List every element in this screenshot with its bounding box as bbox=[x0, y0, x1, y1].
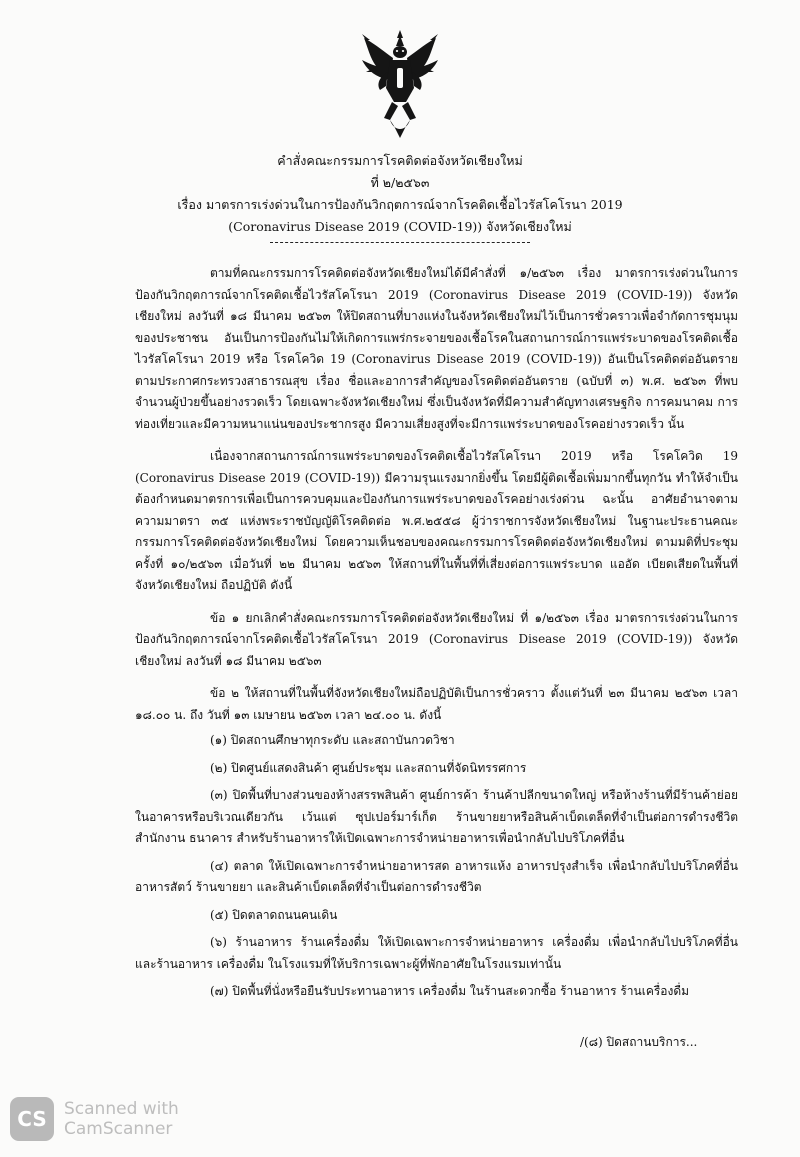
paragraph-clause-1: ข้อ ๑ ยกเลิกคำสั่งคณะกรรมการโรคติดต่อจังหวัดเชียงใหม่ ที่ ๑/๒๕๖๓ เรื่อง มาตรการเร่งด่วนในการป้องกันวิกฤตการณ์จากโรคติดเชื้อไวรัสโคโรนา 2019 (Coronavirus Disease 2019 (COVID-19)) จังหวัดเชียงใหม่ ลงวันที่ ๑๘ มีนาคม ๒๕๖๓ bbox=[135, 610, 738, 668]
paragraph-authority: เนื่องจากสถานการณ์การแพร่ระบาดของโรคติดเชื้อไวรัสโคโรนา 2019 หรือ โรคโควิด 19 (Coronavirus Disease 2019 (COVID-19)) มีความรุนแรงมากยิ่งขึ้น โดยมีผู้ติดเชื้อเพิ่มมากขึ้นทุกวัน ทำให้จำเป็นต้องกำหนดมาตรการเพื่อเป็นการควบคุมและป้องกันการแพร่ระบาดของโรคอย่างเร่งด่วน ฉะนั้น อาศัยอำนาจตามความมาตรา ๓๕ แห่งพระราชบัญญัติโรคติดต่อ พ.ศ.๒๕๕๘ ผู้ว่าราชการจังหวัดเชียงใหม่ ในฐานะประธานคณะกรรมการโรคติดต่อจังหวัดเชียงใหม่ โดยความเห็นชอบของคณะกรรมการโรคติดต่อจังหวัดเชียงใหม่ ตามมติที่ประชุมครั้งที่ ๑๐/๒๕๖๓ เมื่อวันที่ ๒๒ มีนาคม ๒๕๖๓ ให้สถานที่ในพื้นที่ที่เสี่ยงต่อการแพร่ระบาด แออัด เบียดเสียดในพื้นที่จังหวัดเชียงใหม่ ถือปฏิบัติ ดังนี้ bbox=[135, 449, 738, 592]
paragraph-clause-2: ข้อ ๒ ให้สถานที่ในพื้นที่จังหวัดเชียงใหม่ถือปฏิบัติเป็นการชั่วคราว ตั้งแต่วันที่ ๒๓ มีนาคม ๒๕๖๓ เวลา ๑๘.๐๐ น. ถึง วันที่ ๑๓ เมษายน ๒๕๖๓ เวลา ๒๔.๐๐ น. ดังนี้ bbox=[135, 686, 738, 722]
list-item: (๔) ตลาด ให้เปิดเฉพาะการจำหน่ายอาหารสด อาหารแห้ง อาหารปรุงสำเร็จ เพื่อนำกลับไปบริโภคที่อื่น อาหารสัตว์ ร้านขายยา และสินค้าเบ็ดเตล็ดที่จำเป็นต่อการดำรงชีวิต bbox=[135, 858, 738, 894]
order-number: ที่ ๒/๒๕๖๓ bbox=[370, 175, 430, 190]
list-item: (๒) ปิดศูนย์แสดงสินค้า ศูนย์ประชุม และสถานที่จัดนิทรรศการ bbox=[210, 760, 527, 775]
garuda-emblem-icon bbox=[360, 28, 440, 140]
document-header bbox=[150, 150, 650, 244]
list-item: (๗) ปิดพื้นที่นั่งหรือยืนรับประทานอาหาร เครื่องดื่ม ในร้านสะดวกซื้อ ร้านอาหาร ร้านเครื่องดื่ม bbox=[210, 984, 690, 998]
list-item: (๖) ร้านอาหาร ร้านเครื่องดื่ม ให้เปิดเฉพาะการจำหน่ายอาหาร เครื่องดื่ม เพื่อนำกลับไปบริโภคที่อื่น และร้านอาหาร เครื่องดื่ม ในโรงแรมที่ให้บริการเฉพาะผู้ที่พักอาศัยในโรงแรมเท่านั้น bbox=[135, 935, 738, 971]
scanner-watermark bbox=[10, 1097, 179, 1141]
list-item: (๕) ปิดตลาดถนนคนเดิน bbox=[210, 907, 338, 922]
list-item: (๑) ปิดสถานศึกษาทุกระดับ และสถาบันกวดวิชา bbox=[210, 733, 455, 747]
watermark-line-2: CamScanner bbox=[64, 1119, 173, 1139]
list-item: (๓) ปิดพื้นที่บางส่วนของห้างสรรพสินค้า ศูนย์การค้า ร้านค้าปลีกขนาดใหญ่ หรือห้างร้านที่มีร้านค้าย่อยในอาคารหรือบริเวณเดียวกัน เว้นแต่ ซุปเปอร์มาร์เก็ต ร้านขายยาหรือสินค้าเบ็ดเตล็ดที่จำเป็นต่อการดำรงชีวิต สำนักงาน ธนาคาร สำหรับร้านอาหารให้เปิดเฉพาะการจำหน่ายอาหารเพื่อนำกลับไปบริโภคที่อื่น bbox=[135, 788, 738, 845]
document-body bbox=[135, 263, 738, 1003]
header-divider bbox=[270, 242, 530, 244]
camscanner-logo-icon: CS bbox=[10, 1097, 54, 1141]
watermark-line-1: Scanned with bbox=[64, 1099, 179, 1119]
order-subject-continued: (Coronavirus Disease 2019 (COVID-19)) จังหวัดเชียงใหม่ bbox=[228, 219, 572, 234]
continued-marker: /(๘) ปิดสถานบริการ... bbox=[580, 1035, 698, 1049]
paragraph-background: ตามที่คณะกรรมการโรคติดต่อจังหวัดเชียงใหม่ได้มีคำสั่งที่ ๑/๒๕๖๓ เรื่อง มาตรการเร่งด่วนในการป้องกันวิกฤตการณ์จากโรคติดเชื้อไวรัสโคโรนา 2019 (Coronavirus Disease 2019 (COVID-19)) จังหวัดเชียงใหม่ ลงวันที่ ๑๘ มีนาคม ๒๕๖๓ ให้ปิดสถานที่บางแห่งในจังหวัดเชียงใหม่ไว้เป็นการชั่วคราวเพื่อจำกัดการชุมนุมของประชาชน อันเป็นการป้องกันไม่ให้เกิดการแพร่กระจายของเชื้อโรคในสถานการณ์การแพร่ระบาดของโรคติดเชื้อไวรัสโคโรนา 2019 หรือ โรคโควิด 19 (Coronavirus Disease 2019 (COVID-19)) อันเป็นโรคติดต่ออันตรายตามประกาศกระทรวงสาธารณสุข เรื่อง ชื่อและอาการสำคัญของโรคติดต่ออันตราย (ฉบับที่ ๓) พ.ศ. ๒๕๖๓ ที่พบจำนวนผู้ป่วยขึ้นอย่างรวดเร็ว โดยเฉพาะจังหวัดเชียงใหม่ ซึ่งเป็นจังหวัดที่มีความสำคัญทางเศรษฐกิจ การคมนาคม การท่องเที่ยวและมีความหนาแน่นของประชากรสูง มีความเสี่ยงสูงที่จะมีการแพร่ระบาดของโรคอย่างรวดเร็ว นั้น bbox=[135, 266, 738, 431]
order-issuer: คำสั่งคณะกรรมการโรคติดต่อจังหวัดเชียงใหม่ bbox=[277, 153, 523, 168]
order-subject: เรื่อง มาตรการเร่งด่วนในการป้องกันวิกฤตการณ์จากโรคติดเชื้อไวรัสโคโรนา 2019 bbox=[177, 197, 623, 212]
